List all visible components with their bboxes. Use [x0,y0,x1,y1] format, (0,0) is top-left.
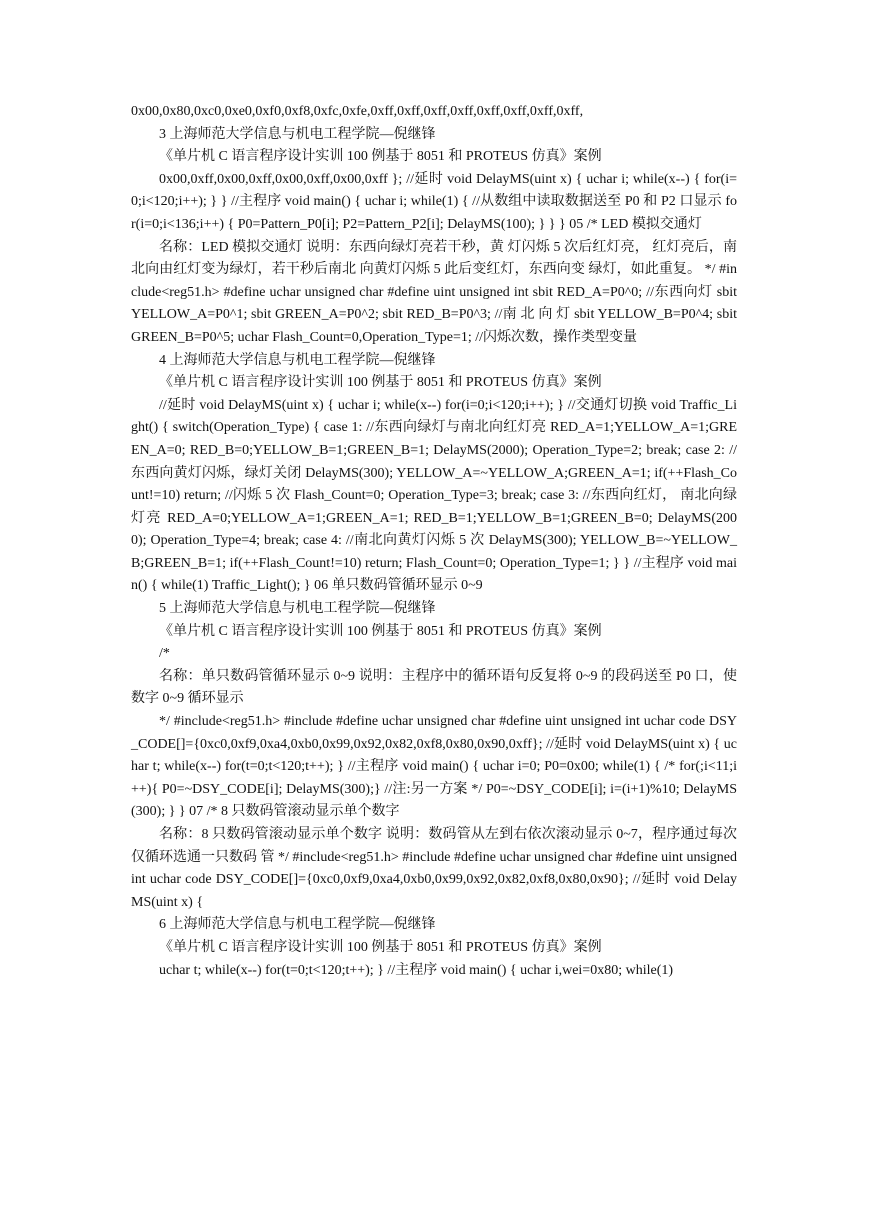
code-paragraph: 名称：LED 模拟交通灯 说明：东西向绿灯亮若干秒，黄 灯闪烁 5 次后红灯亮， 红灯亮后，南 北向由红灯变为绿灯，若干秒后南北 向黄灯闪烁 5 此后变红灯，东西向变 绿灯，如此重复。 */ #include<reg51.h> #define uchar unsigned char #define uint unsigned int sbit RED_A=P0^0; //东西向灯 sbit YELLOW_A=P0^1; sbit GREEN_A=P0^2; sbit RED_B=P0^3; //南 北 向 灯 sbit YELLOW_B=P0^4; sbit GREEN_B=P0^5; uchar Flash_Count=0,Operation_Type=1; //闪烁次数，操作类型变量 [131,239,737,345]
code-line-array-tail: 0x00,0x80,0xc0,0xe0,0xf0,0xf8,0xfc,0xfe,0xff,0xff,0xff,0xff,0xff,0xff,0xff,0xff, [131,104,584,119]
comment-open: /* [159,646,170,662]
code-paragraph: //延时 void DelayMS(uint x) { uchar i; while(x--) for(i=0;i<120;i++); } //交通灯切换 void Traffic_Light() { switch(Operation_Type) { case 1: //东西向绿灯与南北向红灯亮 RED_A=1;YELLOW_A=1;GREEN_A=0; RED_B=0;YELLOW_B=1;GREEN_B=1; DelayMS(2000); Operation_Type=2; break; case 2: //东西向黄灯闪烁，绿灯关闭 DelayMS(300); YELLOW_A=~YELLOW_A;GREEN_A=1; if(++Flash_Count!=10) return; //闪烁 5 次 Flash_Count=0; Operation_Type=3; break; case 3: //东西向红灯， 南北向绿灯亮 RED_A=0;YELLOW_A=1;GREEN_A=1; RED_B=1;YELLOW_B=1;GREEN_B=0; DelayMS(2000); Operation_Type=4; break; case 4: //南北向黄灯闪烁 5 次 DelayMS(300); YELLOW_B=~YELLOW_B;GREEN_B=1; if(++Flash_Count!=10) return; Flash_Count=0; Operation_Type=1; } } //主程序 void main() { while(1) Traffic_Light(); } 06 单只数码管循环显示 0~9 [131,397,737,594]
page-header-book-title: 《单片机 C 语言程序设计实训 100 例基于 8051 和 PROTEUS 仿真》案例 [159,623,602,639]
code-paragraph: 0x00,0xff,0x00,0xff,0x00,0xff,0x00,0xff }; //延时 void DelayMS(uint x) { uchar i; while(x--) { for(i=0;i<120;i++); } } //主程序 void main() { uchar i; while(1) { //从数组中读取数据送至 P0 和 P2 口显示 for(i=0;i<136;i++) { P0=Pattern_P0[i]; P2=Pattern_P2[i]; DelayMS(100); } } } 05 /* LED 模拟交通灯 [131,171,737,232]
page-header-author: 6 上海师范大学信息与机电工程学院—倪继锋 [159,917,436,933]
page-header-book-title: 《单片机 C 语言程序设计实训 100 例基于 8051 和 PROTEUS 仿真》案例 [159,939,602,955]
code-paragraph: 名称：8 只数码管滚动显示单个数字 说明：数码管从左到右依次滚动显示 0~7，程序通过每次仅循环选通一只数码 管 */ #include<reg51.h> #include #define uchar unsigned char #define uint unsigned int uchar code DSY_CODE[]={0xc0,0xf9,0xa4,0xb0,0x99,0x92,0x82,0xf8,0x80,0x90}; //延时 void DelayMS(uint x) { [131,827,737,910]
code-paragraph: */ #include<reg51.h> #include #define uchar unsigned char #define uint unsigned int uchar code DSY_CODE[]={0xc0,0xf9,0xa4,0xb0,0x99,0x92,0x82,0xf8,0x80,0x90,0xff}; //延时 void DelayMS(uint x) { uchar t; while(x--) for(t=0;t<120;t++); } //主程序 void main() { uchar i=0; P0=0x00; while(1) { /* for(;i<11;i++){ P0=~DSY_CODE[i]; DelayMS(300);} //注:另一方案 */ P0=~DSY_CODE[i]; i=(i+1)%10; DelayMS(300); } } 07 /* 8 只数码管滚动显示单个数字 [131,714,737,820]
page-header-author: 5 上海师范大学信息与机电工程学院—倪继锋 [159,601,436,617]
page-header-author: 4 上海师范大学信息与机电工程学院—倪继锋 [159,352,436,368]
code-paragraph: 名称：单只数码管循环显示 0~9 说明：主程序中的循环语句反复将 0~9 的段码送至 P0 口，使数字 0~9 循环显示 [131,668,737,707]
document-page [131,101,737,982]
code-paragraph: uchar t; while(x--) for(t=0;t<120;t++); } //主程序 void main() { uchar i,wei=0x80; while(1) [159,962,674,978]
page-header-author: 3 上海师范大学信息与机电工程学院—倪继锋 [159,126,436,142]
page-header-book-title: 《单片机 C 语言程序设计实训 100 例基于 8051 和 PROTEUS 仿真》案例 [159,149,602,165]
page-header-book-title: 《单片机 C 语言程序设计实训 100 例基于 8051 和 PROTEUS 仿真》案例 [159,375,602,391]
